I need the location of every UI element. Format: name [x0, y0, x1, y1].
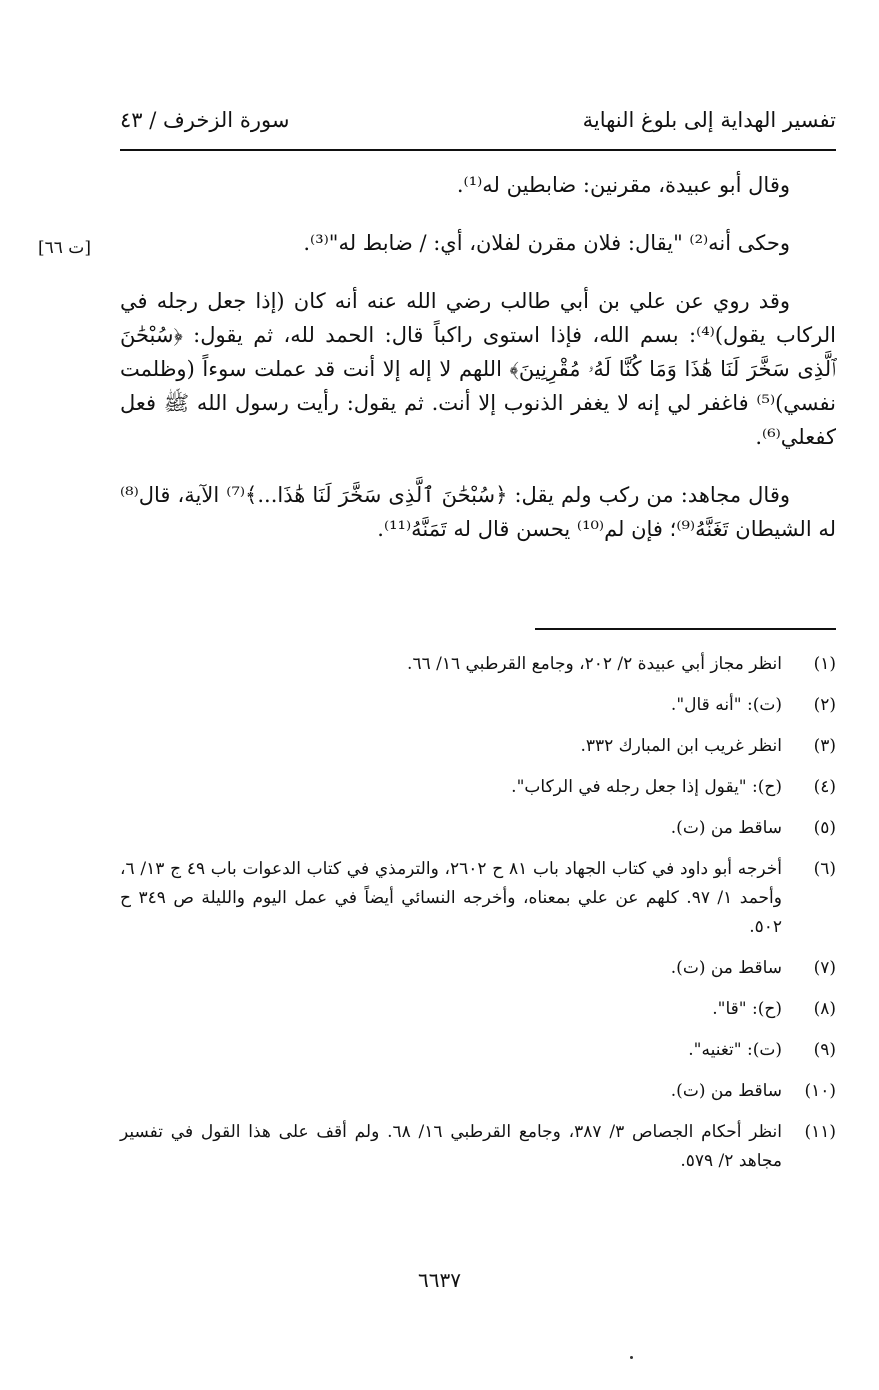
scan-speck [630, 1356, 633, 1359]
surah-title: سورة الزخرف / ٤٣ [120, 108, 290, 132]
footnote-text: انظر أحكام الجصاص ٣/ ٣٨٧، وجامع القرطبي ١٦/ ٦٨. ولم أقف على هذا القول في تفسير مجاهد ٢/ ٥٧٩. [120, 1122, 782, 1171]
footnote-item [120, 1077, 836, 1106]
header-rule [120, 149, 836, 151]
footnote-item [120, 995, 836, 1024]
paragraph-4: وقال مجاهد: من ركب ولم يقل: ﴿سُبْحَٰنَ ٱلَّذِى سَخَّرَ لَنَا هَٰذَا...﴾⁽⁷⁾ الآية، قال⁽⁸⁾ له الشيطان تَغَنَّهُ⁽⁹⁾؛ فإن لم⁽¹⁰⁾ يحسن قال له تَمَنَّهُ⁽¹¹⁾. [120, 483, 836, 541]
footnote-item [120, 1036, 836, 1065]
paragraph-2: وحكى أنه⁽²⁾ "يقال: فلان مقرن لفلان، أي: / ضابط له"⁽³⁾. [303, 231, 790, 255]
footnote-text: (ت): "أنه قال". [670, 695, 782, 715]
footnote-number: (٦) [813, 859, 836, 879]
footnote-text: ساقط من (ت). [670, 1081, 782, 1101]
footnote-text: ساقط من (ت). [670, 818, 782, 838]
footnote-item [120, 691, 836, 720]
footnote-item [120, 814, 836, 843]
book-title: تفسير الهداية إلى بلوغ النهاية [582, 108, 836, 132]
manuscript-marker: [ت ٦٦] [38, 238, 91, 258]
footnote-text: انظر غريب ابن المبارك ٣٣٢. [580, 736, 782, 756]
footnote-number: (٤) [813, 777, 836, 797]
footnote-item [120, 954, 836, 983]
footnote-text: ساقط من (ت). [670, 958, 782, 978]
footnote-item [120, 855, 836, 942]
footnote-separator [535, 628, 836, 630]
footnote-text: (ح): "يقول إذا جعل رجله في الركاب". [511, 777, 782, 797]
footnote-text: أخرجه أبو داود في كتاب الجهاد باب ٨١ ح ٢٦٠٢، والترمذي في كتاب الدعوات باب ٤٩ ج ١٣/ ٦، وأحمد ١/ ٩٧. كلهم عن علي بمعناه، وأخرجه النسائي أيضاً في عمل اليوم والليلة ص ٣٤٩ ح ٥٠٢. [120, 859, 782, 937]
footnote-text: (ت): "تغنيه". [688, 1040, 782, 1060]
main-text [120, 168, 836, 570]
footnote-number: (١) [813, 654, 836, 674]
footnote-item [120, 1118, 836, 1176]
paragraph-1: وقال أبو عبيدة، مقرنين: ضابطين له⁽¹⁾. [456, 173, 790, 197]
footnote-number: (٣) [813, 736, 836, 756]
footnote-item [120, 773, 836, 802]
footnote-number: (٥) [813, 818, 836, 838]
footnote-number: (٩) [813, 1040, 836, 1060]
footnotes [120, 650, 836, 1188]
footnote-item [120, 650, 836, 679]
footnote-number: (٢) [813, 695, 836, 715]
footnote-text: (ح): "قا". [712, 999, 782, 1019]
page-number: ٦٦٣٧ [418, 1268, 461, 1292]
footnote-item [120, 732, 836, 761]
running-header [120, 108, 836, 132]
footnote-number: (١٠) [804, 1081, 836, 1101]
footnote-number: (٨) [813, 999, 836, 1019]
footnote-number: (١١) [804, 1122, 836, 1142]
footnote-number: (٧) [813, 958, 836, 978]
footnote-text: انظر مجاز أبي عبيدة ٢/ ٢٠٢، وجامع القرطبي ١٦/ ٦٦. [407, 654, 782, 674]
paragraph-3: وقد روي عن علي بن أبي طالب رضي الله عنه أنه كان (إذا جعل رجله في الركاب يقول)⁽⁴⁾: بسم الله، فإذا استوى راكباً قال: الحمد لله، ثم يقول: ﴿سُبْحَٰنَ ٱلَّذِى سَخَّرَ لَنَا هَٰذَا وَمَا كُنَّا لَهُۥ مُقْرِنِينَ﴾ اللهم لا إله إلا أنت قد عملت سوءاً (وظلمت نفسي)⁽⁵⁾ فاغفر لي إنه لا يغفر الذنوب إلا أنت. ثم يقول: رأيت رسول الله ﷺ فعل كفعلي⁽⁶⁾. [120, 289, 837, 449]
